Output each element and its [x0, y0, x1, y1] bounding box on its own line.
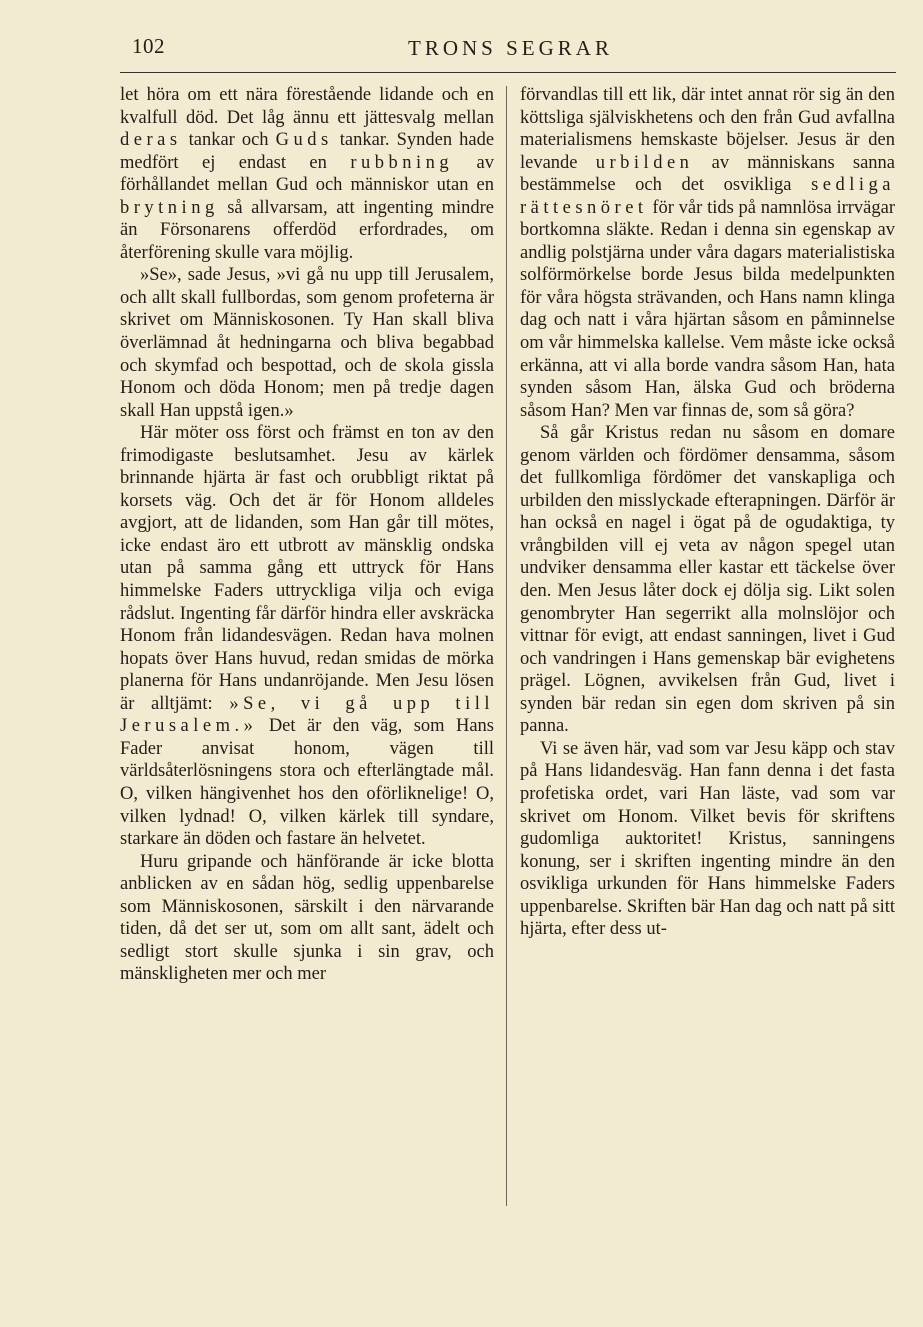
spaced-emphasis: sedliga rättesnöret [520, 175, 896, 218]
spaced-emphasis: brytning [120, 197, 219, 218]
header-rule [120, 72, 896, 73]
spaced-emphasis: urbilden [595, 152, 694, 173]
paragraph: Så går Kristus redan nu såsom en domare genom världen och fördömer densamma, såsom det fullkomliga fördömer det vanskapliga och urbilden den misslyckade efterapningen. Därför är han också en nagel i ögat på de ogudaktiga, ty vrångbilden vill ej veta av någon spegel utan undviker densamma eller kastar ett täckelse över den. Men Jesus låter dock ej dölja sig. Likt solen genombryter Han segerrikt alla molnslöjor och vittnar för evigt, att endast sanningen, livet i Gud och vandringen i Hans gemenskap bär evighetens prägel. Lögnen, avvikelsen från Gud, livet i synden bär redan sin egen dom skriven på sin panna. [520, 423, 895, 737]
running-title: TRONS SEGRAR [408, 36, 613, 60]
left-column [120, 84, 494, 986]
page-number: 102 [132, 34, 165, 58]
spaced-emphasis: Guds [275, 130, 333, 151]
spaced-emphasis: deras [120, 130, 182, 151]
paragraph: Vi se även här, vad som var Jesu käpp och stav på Hans lidandesväg. Han fann denna i det fasta profetiska ordet, vari Han läste, vad som var skrivet om Honom. Vilket bevis för skriftens gudomliga auktoritet! Kristus, sanningens konung, ser i skriften ingenting mindre än den osvikliga urkunden för Hans himmelske Faders uppenbarelse. Skriften bär Han dag och natt på sitt hjärta, efter dess ut- [520, 738, 895, 940]
right-column [520, 84, 895, 941]
paragraph: Huru gripande och hänförande är icke blotta anblicken av en sådan hög, sedlig uppenbarelse som Människosonen, särskilt i den närvarande tiden, då det ser ut, som om allt sant, ädelt och sedligt stort skulle sjunka i sin grav, och mänskligheten mer och mer [120, 851, 494, 985]
spaced-emphasis: »Se, vi gå upp till Jerusalem.» [120, 693, 494, 737]
paragraph: »Se», sade Jesus, »vi gå nu upp till Jerusalem, och allt skall fullbordas, som genom profeterna är skrivet om Människosonen. Ty Han skall bliva överlämnad åt hedningarna och bliva begabbad och skymfad och bespottad, och de skola gissla Honom och döda Honom; men på tredje dagen skall Han uppstå igen.» [120, 265, 494, 421]
paragraph: förvandlas till ett lik, där intet annat rör sig än den köttsliga själviskhetens och den från Gud avfallna materialismens hemskaste böjelser. Jesus är den levande urbilden av människans sanna bestämmelse och det osvikliga sedliga rättesnöret för vår tids på namnlösa irrvägar bortkomna släkte. Redan i denna sin egenskap av andlig polstjärna under våra dagars materialistiska solförmörkelse borde Jesus bilda medelpunkten för våra högsta strävanden, och Hans namn klinga dag och natt i våra hjärtan såsom en påminnelse om vår himmelska kallelse. Vem måste icke också erkänna, att vi alla borde vandra såsom Han, hata synden såsom Han, älska Gud och bröderna såsom Han? Men var finnas de, som så göra? [520, 85, 896, 421]
page-header [120, 34, 900, 70]
spaced-emphasis: rubbning [350, 152, 454, 173]
column-divider [506, 86, 507, 1206]
paragraph: Här möter oss först och främst en ton av den frimodigaste beslutsamhet. Jesu av kärlek brinnande hjärta är fast och orubbligt riktat på korsets väg. Och det är för Honom alldeles avgjort, att de lidanden, som Han går till mötes, icke endast äro ett utbrott av mänsklig ondska utan på samma gång ett uttryck för Hans himmelske Faders uttryckliga vilja och eviga rådslut. Ingenting får därför hindra eller avskräcka Honom från lidandesvägen. Redan hava molnen hopats över Hans huvud, redan smidas de mörka planerna för Hans undanröjande. Men Jesu lösen är alltjämt: »Se, vi gå upp till Jerusalem.» Det är den väg, som Hans Fader anvisat honom, vägen till världsåterlösningens stora och efterlängtade mål. O, vilken hängivenhet hos den oförliknelige! O, vilken lydnad! O, vilken kärlek till syndare, starkare än döden och fastare än helvetet. [120, 423, 495, 850]
paragraph: let höra om ett nära förestående lidande och en kvalfull död. Det låg ännu ett jättesvalg mellan deras tankar och Guds tankar. Synden hade medfört ej endast en rubbning av förhållandet mellan Gud och människor utan en brytning så allvarsam, att ingenting mindre än Försonarens offerdöd erfordrades, om återförening skulle vara möjlig. [120, 85, 495, 263]
